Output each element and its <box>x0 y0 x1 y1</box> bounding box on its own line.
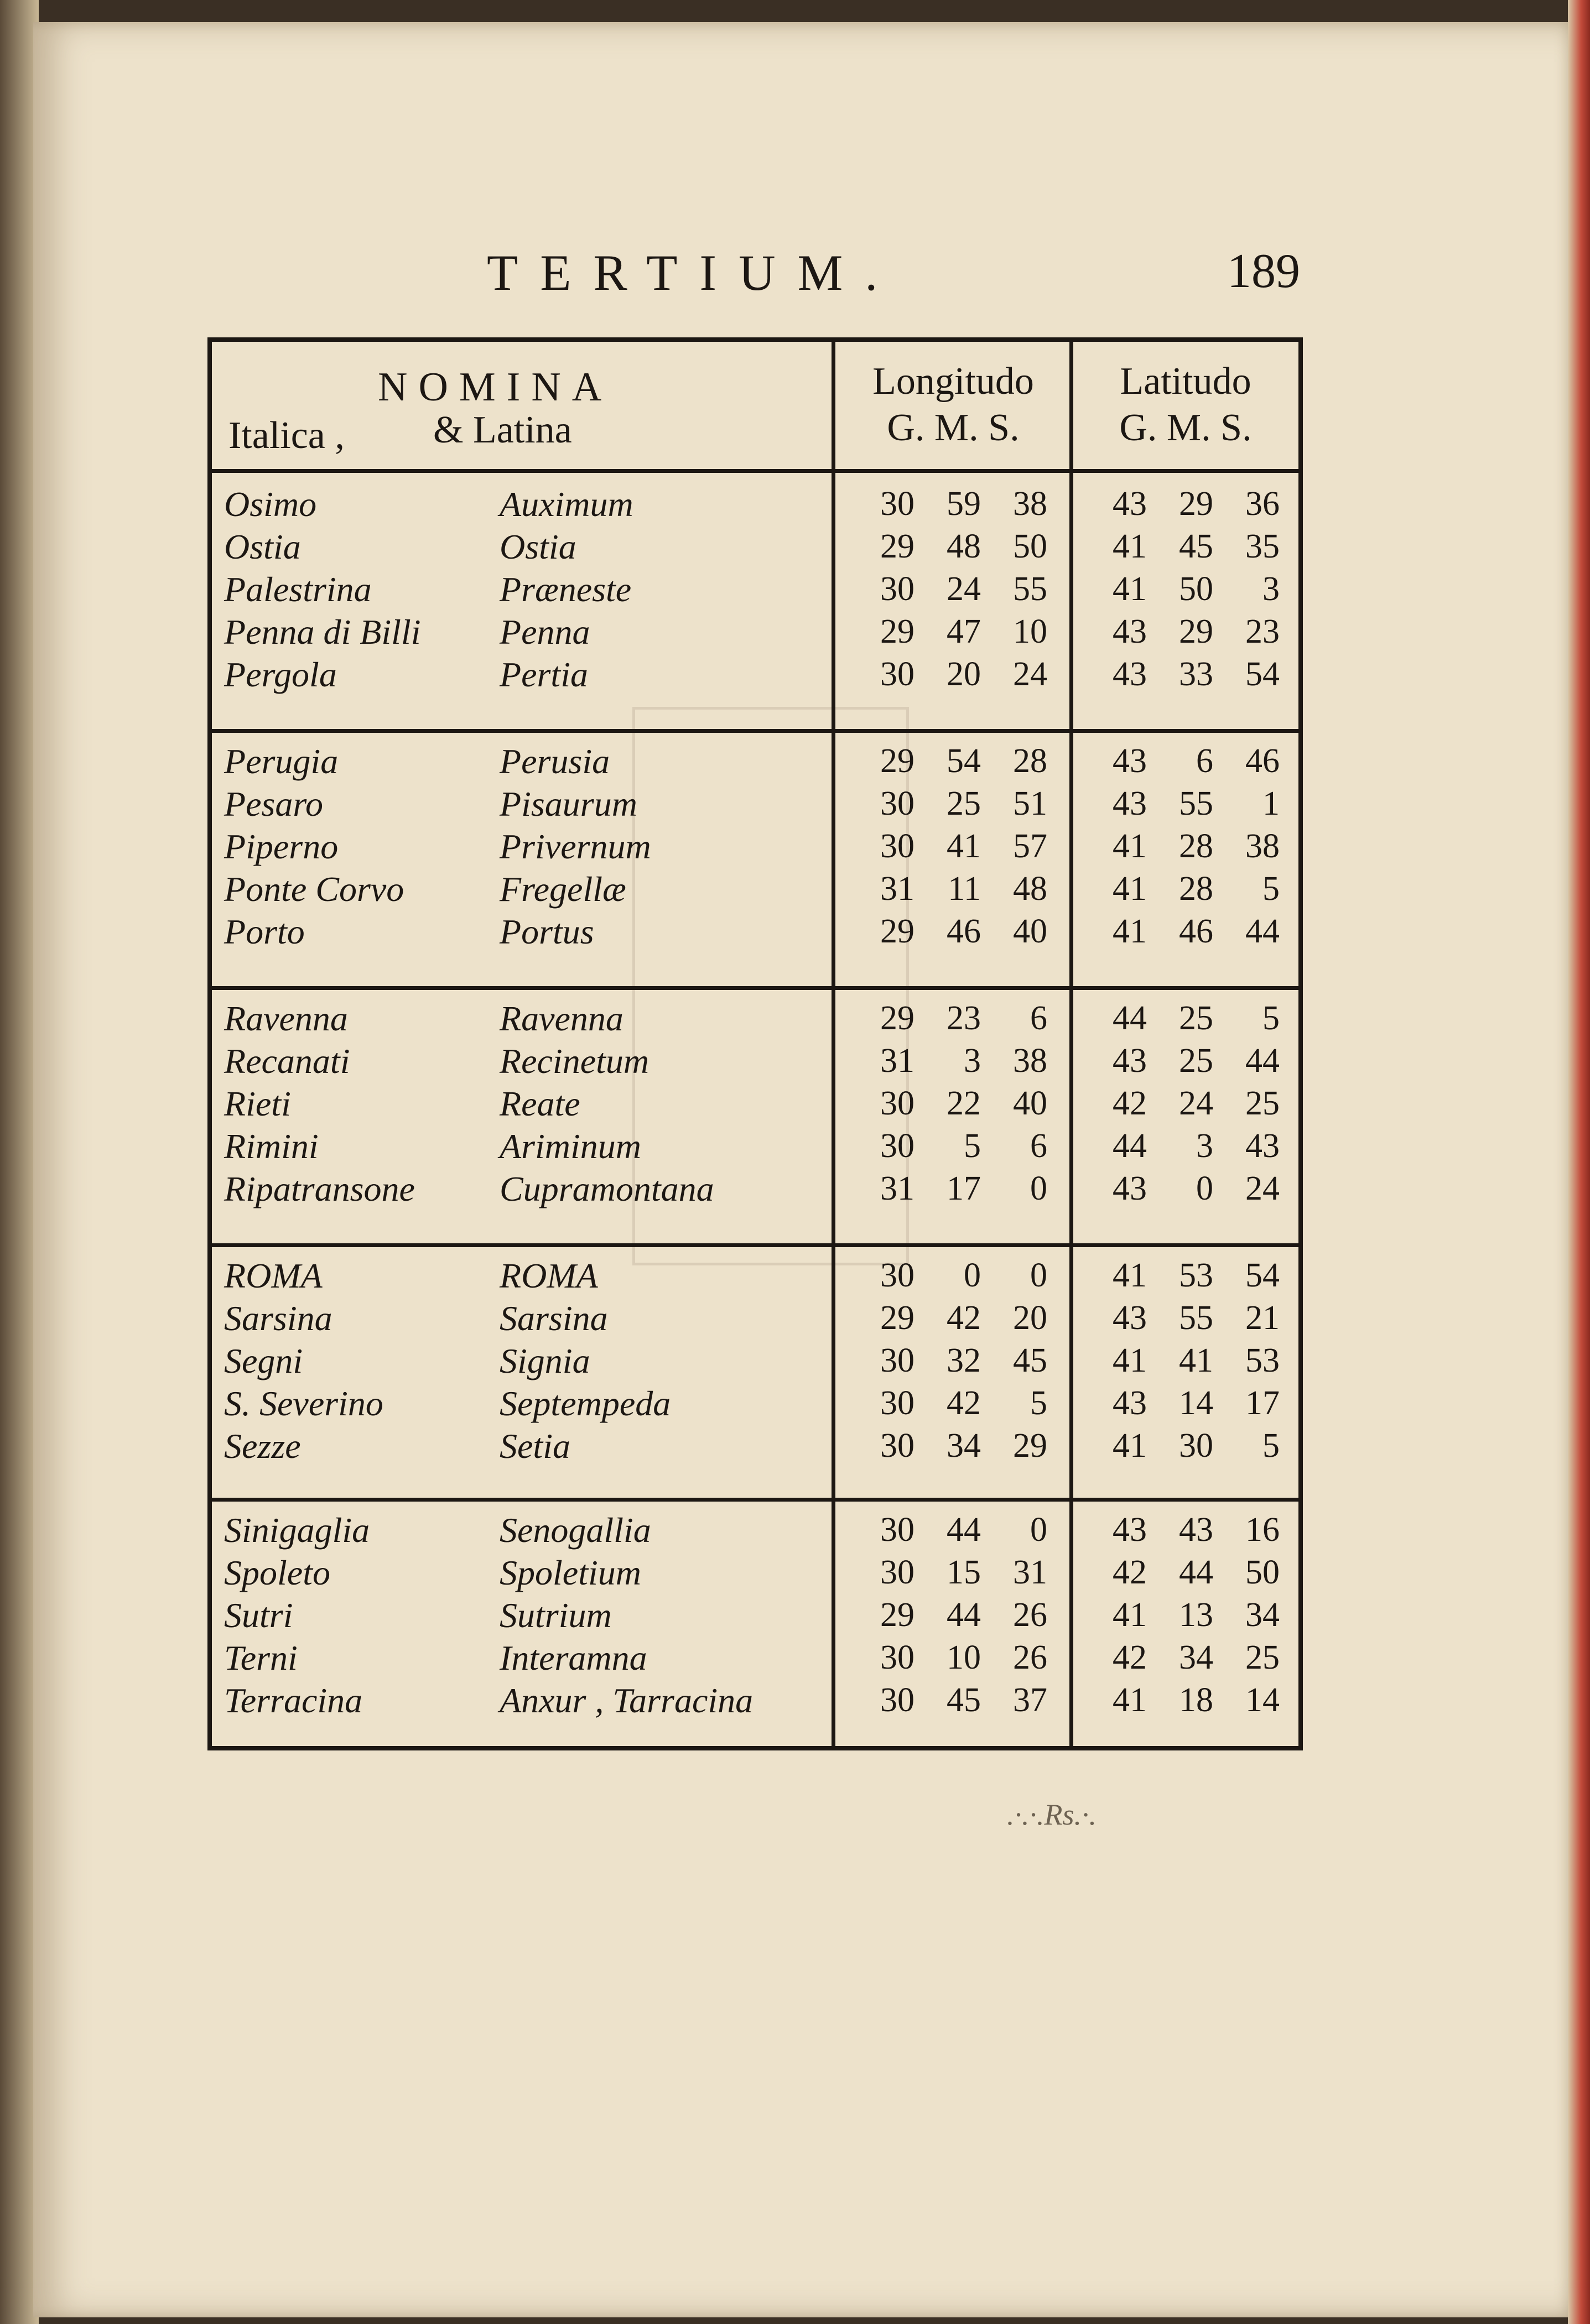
lat-seconds: 14 <box>1245 1681 1280 1719</box>
lon-minutes: 42 <box>947 1384 981 1422</box>
lon-seconds: 5 <box>1030 1384 1047 1422</box>
table-row <box>212 740 1298 783</box>
lon-minutes: 59 <box>947 485 981 523</box>
lat-degrees: 44 <box>1113 999 1147 1037</box>
header-rule <box>212 469 1298 473</box>
table-row <box>212 1340 1298 1382</box>
lon-minutes: 0 <box>964 1257 981 1294</box>
lat-seconds: 46 <box>1245 742 1280 780</box>
latin-name: Privernum <box>500 827 651 866</box>
lon-degrees: 30 <box>880 1511 914 1549</box>
lat-seconds: 1 <box>1262 785 1280 822</box>
table-group <box>212 997 1298 1210</box>
lon-degrees: 30 <box>880 1554 914 1591</box>
page-header <box>221 243 1300 310</box>
lon-degrees: 30 <box>880 1427 914 1465</box>
lon-seconds: 0 <box>1030 1257 1047 1294</box>
lat-degrees: 41 <box>1113 1596 1147 1634</box>
lon-degrees: 30 <box>880 827 914 865</box>
lat-minutes: 18 <box>1179 1681 1213 1719</box>
italian-name: Ostia <box>224 527 301 566</box>
table-row <box>212 783 1298 825</box>
lat-minutes: 43 <box>1179 1511 1213 1549</box>
latin-name: Ravenna <box>500 999 623 1038</box>
italian-name: Palestrina <box>224 570 372 609</box>
group-rule <box>212 1498 1298 1502</box>
lon-degrees: 30 <box>880 1127 914 1165</box>
lat-minutes: 30 <box>1179 1427 1213 1465</box>
header-longitudo-title: Longitudo <box>872 360 1034 403</box>
italian-name: Pergola <box>224 655 337 694</box>
lon-minutes: 10 <box>947 1639 981 1676</box>
lat-minutes: 33 <box>1179 655 1213 693</box>
running-head: TERTIUM. <box>487 244 900 301</box>
table-group <box>212 740 1298 953</box>
latin-name: Præneste <box>500 570 632 609</box>
lat-minutes: 45 <box>1179 528 1213 565</box>
table-row <box>212 1679 1298 1722</box>
lat-minutes: 44 <box>1179 1554 1213 1591</box>
table-row <box>212 483 1298 525</box>
header-latitudo <box>1075 358 1296 451</box>
italian-name: Osimo <box>224 484 317 524</box>
latin-name: Setia <box>500 1426 570 1466</box>
ink-marks: .·.·.Rs.·. <box>1007 1798 1097 1831</box>
table-row <box>212 1551 1298 1594</box>
italian-name: Terracina <box>224 1681 363 1720</box>
table-row <box>212 997 1298 1040</box>
lon-degrees: 30 <box>880 1085 914 1122</box>
lat-minutes: 29 <box>1179 613 1213 650</box>
lon-minutes: 5 <box>964 1127 981 1165</box>
lon-minutes: 54 <box>947 742 981 780</box>
page-edge <box>1568 0 1590 2324</box>
lat-degrees: 43 <box>1113 1042 1147 1080</box>
lat-seconds: 36 <box>1245 485 1280 523</box>
table-row <box>212 1382 1298 1425</box>
lat-seconds: 50 <box>1245 1554 1280 1591</box>
lon-minutes: 17 <box>947 1170 981 1207</box>
latin-name: Reate <box>500 1084 580 1123</box>
lon-minutes: 42 <box>947 1299 981 1337</box>
table-row <box>212 525 1298 568</box>
lat-degrees: 42 <box>1113 1639 1147 1676</box>
lat-degrees: 42 <box>1113 1554 1147 1591</box>
lon-seconds: 29 <box>1013 1427 1047 1465</box>
lat-seconds: 44 <box>1245 1042 1280 1080</box>
group-rule <box>212 729 1298 733</box>
lon-minutes: 44 <box>947 1596 981 1634</box>
lat-degrees: 41 <box>1113 1681 1147 1719</box>
lat-seconds: 34 <box>1245 1596 1280 1634</box>
lon-seconds: 50 <box>1013 528 1047 565</box>
lat-degrees: 43 <box>1113 613 1147 650</box>
table-row <box>212 825 1298 868</box>
latin-name: Ostia <box>500 527 576 566</box>
latin-name: Auximum <box>500 484 633 524</box>
lat-minutes: 53 <box>1179 1257 1213 1294</box>
lat-degrees: 43 <box>1113 655 1147 693</box>
latin-name: Anxur , Tarracina <box>500 1681 754 1720</box>
lat-degrees: 43 <box>1113 785 1147 822</box>
lat-minutes: 0 <box>1196 1170 1213 1207</box>
lon-seconds: 6 <box>1030 999 1047 1037</box>
italian-name: Pesaro <box>224 784 323 824</box>
lat-minutes: 25 <box>1179 1042 1213 1080</box>
lat-minutes: 41 <box>1179 1342 1213 1379</box>
lon-seconds: 37 <box>1013 1681 1047 1719</box>
lat-seconds: 5 <box>1262 1427 1280 1465</box>
lon-seconds: 0 <box>1030 1170 1047 1207</box>
table-row <box>212 1040 1298 1082</box>
italian-name: Segni <box>224 1341 303 1380</box>
lat-degrees: 42 <box>1113 1085 1147 1122</box>
lon-minutes: 44 <box>947 1511 981 1549</box>
table-row <box>212 568 1298 611</box>
lat-degrees: 41 <box>1113 570 1147 608</box>
lat-seconds: 16 <box>1245 1511 1280 1549</box>
lon-seconds: 45 <box>1013 1342 1047 1379</box>
lat-degrees: 43 <box>1113 1299 1147 1337</box>
italian-name: Sarsina <box>224 1299 332 1338</box>
table-row <box>212 910 1298 953</box>
lat-seconds: 53 <box>1245 1342 1280 1379</box>
lon-minutes: 23 <box>947 999 981 1037</box>
lon-seconds: 10 <box>1013 613 1047 650</box>
table-row <box>212 1125 1298 1168</box>
group-rule <box>212 1243 1298 1247</box>
italian-name: Rimini <box>224 1127 319 1166</box>
lat-degrees: 41 <box>1113 870 1147 908</box>
italian-name: Sezze <box>224 1426 301 1466</box>
table-row <box>212 1425 1298 1467</box>
lon-seconds: 48 <box>1013 870 1047 908</box>
italian-name: Ravenna <box>224 999 348 1038</box>
lat-seconds: 38 <box>1245 827 1280 865</box>
lon-seconds: 24 <box>1013 655 1047 693</box>
lat-minutes: 46 <box>1179 913 1213 950</box>
lon-minutes: 32 <box>947 1342 981 1379</box>
lat-seconds: 21 <box>1245 1299 1280 1337</box>
lat-seconds: 43 <box>1245 1127 1280 1165</box>
italian-name: Ponte Corvo <box>224 869 404 909</box>
lon-degrees: 31 <box>880 1042 914 1080</box>
header-italica: Italica , <box>228 414 345 457</box>
table-row <box>212 1082 1298 1125</box>
lat-degrees: 41 <box>1113 1257 1147 1294</box>
italian-name: Porto <box>224 912 305 951</box>
lon-minutes: 3 <box>964 1042 981 1080</box>
italian-name: Recanati <box>224 1041 350 1081</box>
lat-minutes: 29 <box>1179 485 1213 523</box>
table-row <box>212 1297 1298 1340</box>
italian-name: Ripatransone <box>224 1169 415 1208</box>
header-longitudo <box>837 358 1069 451</box>
lat-minutes: 14 <box>1179 1384 1213 1422</box>
lon-minutes: 11 <box>948 870 981 908</box>
lon-seconds: 20 <box>1013 1299 1047 1337</box>
table-group <box>212 483 1298 696</box>
latin-name: Cupramontana <box>500 1169 714 1208</box>
italian-name: Sutri <box>224 1596 293 1635</box>
lon-degrees: 30 <box>880 570 914 608</box>
lat-seconds: 25 <box>1245 1085 1280 1122</box>
lon-seconds: 26 <box>1013 1596 1047 1634</box>
lon-degrees: 31 <box>880 870 914 908</box>
lon-seconds: 40 <box>1013 913 1047 950</box>
lon-degrees: 30 <box>880 1681 914 1719</box>
lon-minutes: 46 <box>947 913 981 950</box>
latin-name: Pisaurum <box>500 784 637 824</box>
lon-minutes: 24 <box>947 570 981 608</box>
table-row <box>212 868 1298 910</box>
latin-name: Septempeda <box>500 1384 671 1423</box>
lon-seconds: 38 <box>1013 485 1047 523</box>
table-row <box>212 1594 1298 1637</box>
italian-name: Sinigaglia <box>224 1510 370 1550</box>
lon-degrees: 29 <box>880 1596 914 1634</box>
latin-name: Portus <box>500 912 594 951</box>
lat-minutes: 3 <box>1196 1127 1213 1165</box>
lat-seconds: 54 <box>1245 655 1280 693</box>
lon-seconds: 40 <box>1013 1085 1047 1122</box>
latin-name: Sutrium <box>500 1596 612 1635</box>
lat-minutes: 34 <box>1179 1639 1213 1676</box>
lat-degrees: 43 <box>1113 1511 1147 1549</box>
latin-name: Fregellæ <box>500 869 626 909</box>
lon-degrees: 29 <box>880 913 914 950</box>
lat-seconds: 5 <box>1262 870 1280 908</box>
lat-minutes: 24 <box>1179 1085 1213 1122</box>
latin-name: Ariminum <box>500 1127 641 1166</box>
latin-name: Signia <box>500 1341 590 1380</box>
lat-degrees: 43 <box>1113 485 1147 523</box>
latin-name: Interamna <box>500 1638 647 1677</box>
page-number: 189 <box>1227 244 1300 298</box>
lon-seconds: 0 <box>1030 1511 1047 1549</box>
lon-seconds: 51 <box>1013 785 1047 822</box>
italian-name: Terni <box>224 1638 298 1677</box>
lon-degrees: 29 <box>880 1299 914 1337</box>
table-row <box>212 1254 1298 1297</box>
lat-degrees: 43 <box>1113 1384 1147 1422</box>
table-row <box>212 1509 1298 1551</box>
latin-name: Recinetum <box>500 1041 649 1081</box>
lon-minutes: 48 <box>947 528 981 565</box>
lon-seconds: 38 <box>1013 1042 1047 1080</box>
lat-seconds: 54 <box>1245 1257 1280 1294</box>
lat-degrees: 41 <box>1113 1427 1147 1465</box>
lat-degrees: 43 <box>1113 742 1147 780</box>
lon-minutes: 15 <box>947 1554 981 1591</box>
lon-seconds: 57 <box>1013 827 1047 865</box>
latin-name: Sarsina <box>500 1299 608 1338</box>
lat-minutes: 13 <box>1179 1596 1213 1634</box>
lon-degrees: 30 <box>880 655 914 693</box>
lon-degrees: 30 <box>880 785 914 822</box>
lon-degrees: 30 <box>880 1342 914 1379</box>
lat-minutes: 55 <box>1179 785 1213 822</box>
lat-degrees: 41 <box>1113 1342 1147 1379</box>
lat-minutes: 28 <box>1179 870 1213 908</box>
lat-seconds: 25 <box>1245 1639 1280 1676</box>
lon-seconds: 6 <box>1030 1127 1047 1165</box>
latin-name: Pertia <box>500 655 588 694</box>
table-row <box>212 653 1298 696</box>
italian-name: ROMA <box>224 1256 323 1295</box>
lat-minutes: 50 <box>1179 570 1213 608</box>
lat-minutes: 6 <box>1196 742 1213 780</box>
lon-minutes: 20 <box>947 655 981 693</box>
lon-minutes: 45 <box>947 1681 981 1719</box>
italian-name: Perugia <box>224 742 339 781</box>
header-nomina: NOMINA <box>378 364 613 410</box>
italian-name: Rieti <box>224 1084 291 1123</box>
lon-seconds: 55 <box>1013 570 1047 608</box>
latin-name: ROMA <box>500 1256 598 1295</box>
italian-name: Piperno <box>224 827 339 866</box>
italian-name: Penna di Billi <box>224 612 421 652</box>
lon-seconds: 26 <box>1013 1639 1047 1676</box>
header-latitudo-units: G. M. S. <box>1119 407 1252 449</box>
lat-seconds: 35 <box>1245 528 1280 565</box>
italian-name: Spoleto <box>224 1553 330 1592</box>
lat-degrees: 43 <box>1113 1170 1147 1207</box>
lat-degrees: 41 <box>1113 528 1147 565</box>
table-row <box>212 1168 1298 1210</box>
lat-minutes: 25 <box>1179 999 1213 1037</box>
latin-name: Spoletium <box>500 1553 641 1592</box>
lat-degrees: 44 <box>1113 1127 1147 1165</box>
lat-seconds: 5 <box>1262 999 1280 1037</box>
lon-degrees: 30 <box>880 1639 914 1676</box>
italian-name: S. Severino <box>224 1384 383 1423</box>
lon-seconds: 31 <box>1013 1554 1047 1591</box>
table-group <box>212 1254 1298 1467</box>
latin-name: Senogallia <box>500 1510 651 1550</box>
lat-degrees: 41 <box>1113 827 1147 865</box>
lon-minutes: 34 <box>947 1427 981 1465</box>
lat-seconds: 23 <box>1245 613 1280 650</box>
lon-degrees: 30 <box>880 1257 914 1294</box>
lon-minutes: 22 <box>947 1085 981 1122</box>
lon-degrees: 29 <box>880 613 914 650</box>
header-latitudo-title: Latitudo <box>1120 360 1251 403</box>
lat-minutes: 55 <box>1179 1299 1213 1337</box>
lon-degrees: 29 <box>880 999 914 1037</box>
lat-seconds: 3 <box>1262 570 1280 608</box>
lat-degrees: 41 <box>1113 913 1147 950</box>
table-row <box>212 1637 1298 1679</box>
latin-name: Penna <box>500 612 590 652</box>
lat-seconds: 24 <box>1245 1170 1280 1207</box>
lon-degrees: 30 <box>880 485 914 523</box>
lon-minutes: 47 <box>947 613 981 650</box>
latin-name: Perusia <box>500 742 610 781</box>
lat-seconds: 44 <box>1245 913 1280 950</box>
lon-minutes: 41 <box>947 827 981 865</box>
coordinates-table <box>207 337 1303 1750</box>
header-longitudo-units: G. M. S. <box>887 407 1020 449</box>
lon-degrees: 29 <box>880 528 914 565</box>
table-row <box>212 611 1298 653</box>
lon-degrees: 30 <box>880 1384 914 1422</box>
header-latina: & Latina <box>433 409 572 451</box>
lon-seconds: 28 <box>1013 742 1047 780</box>
table-group <box>212 1509 1298 1722</box>
lat-seconds: 17 <box>1245 1384 1280 1422</box>
lon-minutes: 25 <box>947 785 981 822</box>
lon-degrees: 29 <box>880 742 914 780</box>
lat-minutes: 28 <box>1179 827 1213 865</box>
lon-degrees: 31 <box>880 1170 914 1207</box>
group-rule <box>212 986 1298 990</box>
